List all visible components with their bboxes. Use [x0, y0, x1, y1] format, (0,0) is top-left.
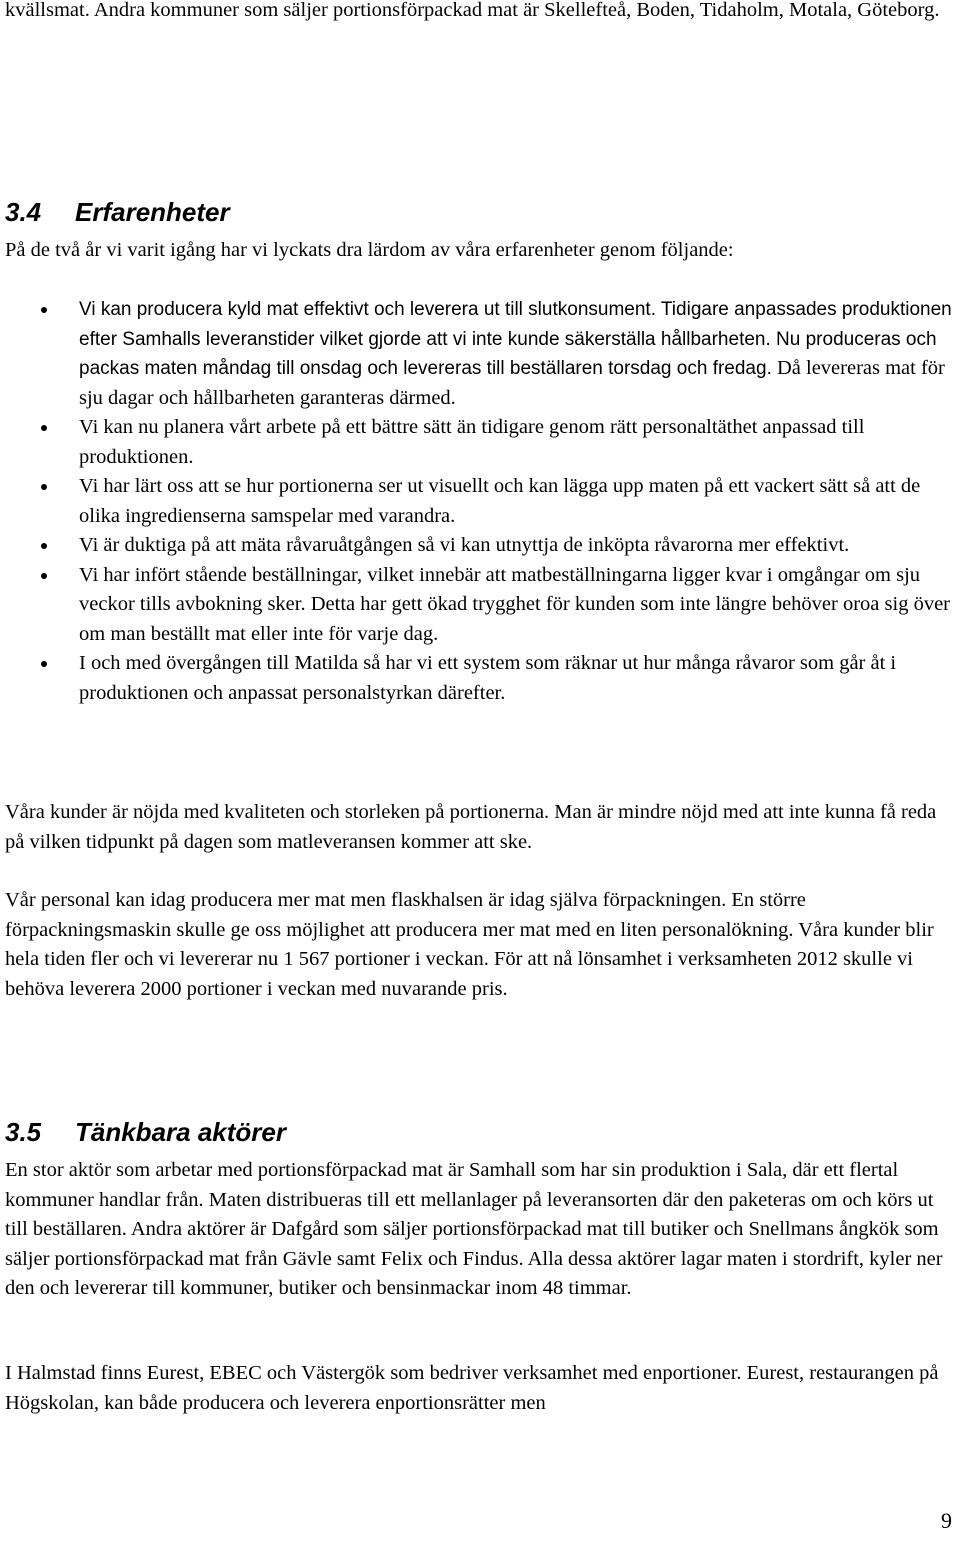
section-number: 3.5	[5, 1117, 42, 1147]
list-item-text-sans: Vi kan producera kyld mat effektivt och leverera ut till slutkonsument. Tidigare anpassades produktionen efter Samhalls leveranstider vilket gjorde att vi inte kunde säkerställa hållbarheten. Nu produceras och packas maten måndag till onsdag och levereras till beställaren torsdag och fredag.	[79, 299, 952, 379]
list-item-text: I och med övergången till Matilda så har vi ett system som räknar ut hur många råvaror som går åt i produktionen och anpassat personalstyrkan därefter.	[79, 652, 897, 704]
section-title: Erfarenheter	[75, 197, 230, 227]
bullet-icon	[41, 661, 47, 667]
list-item	[0, 295, 955, 413]
list-item-text: Vi är duktiga på att mäta råvaruåtgången så vi kan utnyttja de inköpta råvarorna mer effektivt.	[79, 534, 850, 556]
section-heading-3-5	[5, 1116, 286, 1148]
section-number: 3.4	[5, 197, 42, 227]
list-item	[0, 531, 955, 561]
list-item-text: Vi har infört stående beställningar, vilket innebär att matbeställningarna ligger kvar i omgångar om sju veckor tills avbokning sker. Detta har gett ökad trygghet för kunden som inte längre behöver oroa sig över om man beställt mat eller inte för varje dag.	[79, 563, 951, 645]
bullet-icon	[41, 573, 47, 579]
bullet-icon	[41, 484, 47, 490]
page-number: 9	[941, 1508, 952, 1533]
bullet-icon	[41, 543, 47, 549]
list-item-text: Då levereras mat för sju dagar och hållbarheten garanteras därmed.	[79, 357, 945, 409]
list-item	[0, 561, 955, 650]
section-heading-3-4	[5, 196, 230, 228]
paragraph-actors: En stor aktör som arbetar med portionsförpackad mat är Samhall som har sin produktion i Sala, där ett flertal kommuner handlar från. Maten distribueras till ett mellanlager på leveransorten där den paketeras om och körs ut till beställaren. Andra aktörer är Dafgård som säljer portionsförpackad mat till butiker och Snellmans ångkök som säljer portionsförpackad mat från Gävle samt Felix och Findus. Alla dessa aktörer lagar maten i stordrift, kyler ner den och levererar till kommuner, butiker och bensinmackar inom 48 timmar.	[5, 1159, 943, 1299]
paragraph-customers: Våra kunder är nöjda med kvaliteten och storleken på portionerna. Man är mindre nöjd med att inte kunna få reda på vilken tidpunkt på dagen som matleveransen kommer att ske.	[5, 801, 937, 853]
list-item	[0, 413, 955, 472]
experience-list	[0, 295, 955, 708]
list-item	[0, 472, 955, 531]
list-item-text: Vi har lärt oss att se hur portionerna ser ut visuellt och kan lägga upp maten på ett vackert sätt så att de olika ingredienserna samspelar med varandra.	[79, 475, 921, 527]
list-item	[0, 649, 955, 708]
intro-paragraph: kvällsmat. Andra kommuner som säljer portionsförpackad mat är Skellefteå, Boden, Tidaholm, Motala, Göteborg.	[5, 0, 940, 21]
list-item-text: Vi kan nu planera vårt arbete på ett bättre sätt än tidigare genom rätt personaltäthet anpassad till produktionen.	[79, 416, 865, 468]
bullet-icon	[41, 307, 47, 313]
paragraph-halmstad: I Halmstad finns Eurest, EBEC och Västergök som bedriver verksamhet med enportioner. Eurest, restaurangen på Högskolan, kan både producera och leverera enportionsrätter men	[5, 1362, 939, 1414]
section-title: Tänkbara aktörer	[75, 1117, 286, 1147]
section-lead: På de två år vi varit igång har vi lyckats dra lärdom av våra erfarenheter genom följande:	[5, 239, 734, 261]
bullet-icon	[41, 425, 47, 431]
paragraph-staff: Vår personal kan idag producera mer mat men flaskhalsen är idag själva förpackningen. En större förpackningsmaskin skulle ge oss möjlighet att producera mer mat med en liten personalökning. Våra kunder blir hela tiden fler och vi levererar nu 1 567 portioner i veckan. För att nå lönsamhet i verksamheten 2012 skulle vi behöva leverera 2000 portioner i veckan med nuvarande pris.	[5, 889, 934, 1000]
